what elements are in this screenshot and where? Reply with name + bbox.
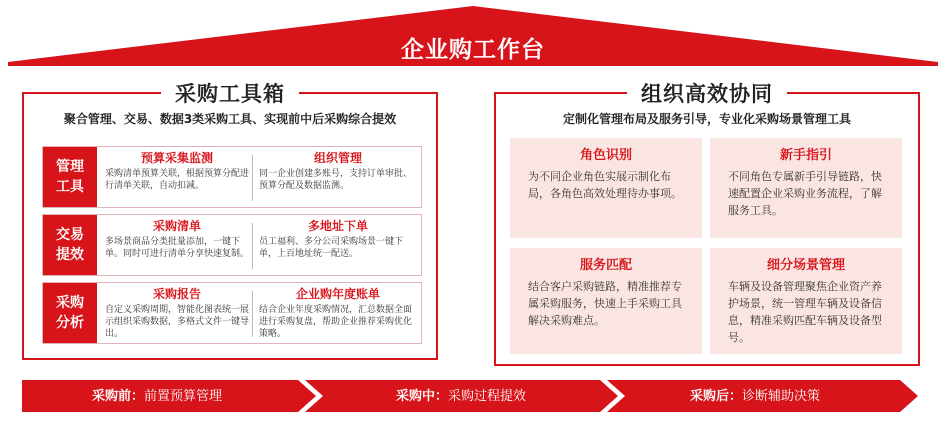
- divider: [252, 223, 253, 269]
- tool-card-title: 采购清单: [152, 219, 201, 233]
- tool-card-annual-bill[interactable]: [259, 286, 417, 342]
- stage-phase: 采购前：: [92, 389, 145, 404]
- stage-label-during: [396, 386, 526, 408]
- tool-card-purchase-report[interactable]: [105, 286, 249, 342]
- divider: [252, 155, 253, 201]
- feature-card-desc: 不同角色专属新手引导链路，快速配置企业采购业务流程，了解服务工具。: [728, 170, 882, 217]
- collaboration-subtitle: 定制化管理布局及服务引导，专业化采购场景管理工具: [562, 112, 851, 126]
- feature-card-newbie-guide[interactable]: [710, 138, 902, 238]
- collaboration-panel: [494, 82, 920, 366]
- feature-card-title: 新手指引: [779, 148, 832, 163]
- tool-card-desc: 多场景商品分类批量添加，一键下单。同时可进行清单分享快速复制。: [105, 237, 250, 259]
- feature-card-desc: 结合客户采购链路，精准推荐专属采购服务，快速上手采购工具解决采购难点。: [528, 280, 682, 327]
- feature-card-desc: 为不同企业角色实展示制化布局，各角色高效处理待办事项。: [528, 170, 682, 200]
- tool-card-title: 采购报告: [152, 287, 201, 301]
- tool-card-title: 企业购年度账单: [295, 287, 380, 301]
- stage-text: 采购过程提效: [448, 389, 527, 404]
- stage-phase: 采购中：: [396, 389, 449, 404]
- row-label: 管理工具: [43, 147, 97, 207]
- feature-card-role-recognition[interactable]: [510, 138, 702, 238]
- tool-row-management: [42, 146, 422, 208]
- feature-card-desc: 车辆及设备管理聚焦企业资产养护场景，统一管理车辆及设备信息，精准采购匹配车辆及设备型号。: [728, 280, 882, 344]
- feature-card-service-match[interactable]: [510, 248, 702, 354]
- feature-card-title: 服务匹配: [579, 258, 632, 273]
- tool-card-purchase-list[interactable]: [105, 218, 249, 274]
- row-label: 采购分析: [43, 283, 97, 343]
- toolbox-title: 采购工具箱: [161, 78, 299, 108]
- divider: [252, 291, 253, 337]
- toolbox-panel: [22, 82, 438, 360]
- feature-card-scene-management[interactable]: [710, 248, 902, 354]
- tool-card-budget-monitor[interactable]: [105, 150, 249, 206]
- stage-text: 前置预算管理: [144, 389, 223, 404]
- stage-label-before: [92, 386, 222, 408]
- tool-card-org-management[interactable]: [259, 150, 417, 206]
- page-title: 企业购工作台: [401, 37, 545, 63]
- feature-card-title: 角色识别: [579, 148, 632, 163]
- feature-card-title: 细分场景管理: [766, 258, 845, 273]
- tool-card-multi-address[interactable]: [259, 218, 417, 274]
- tool-card-title: 预算采集监测: [140, 151, 213, 165]
- collaboration-title: 组织高效协同: [627, 78, 787, 108]
- tool-card-desc: 同一企业创建多账号，支持订单审批、预算分配及数据监测。: [259, 169, 413, 191]
- tool-card-desc: 采购清单预算关联，根据预算分配进行清单关联，自动扣减。: [105, 169, 250, 191]
- stage-label-after: [690, 386, 820, 408]
- tool-card-desc: 自定义采购周期，智能化图表统一展示组织采购数据，多格式文件一键导出。: [105, 305, 250, 339]
- row-label: 交易提效: [43, 215, 97, 275]
- stage-text: 诊断辅助决策: [742, 389, 821, 404]
- tool-card-title: 多地址下单: [307, 219, 368, 233]
- tool-card-desc: 员工福利、多分公司采购场景一键下单，上百地址统一配送。: [259, 237, 404, 259]
- stage-phase: 采购后：: [690, 389, 743, 404]
- tool-row-trade: [42, 214, 422, 276]
- toolbox-subtitle: 聚合管理、交易、数据3类采购工具、实现前中后采购综合提效: [63, 112, 397, 126]
- tool-card-desc: 结合企业年度采购情况，汇总数据全面进行采购复盘，帮助企业推荐采购优化策略。: [259, 305, 413, 339]
- tool-card-title: 组织管理: [313, 151, 362, 165]
- tool-row-analysis: [42, 282, 422, 344]
